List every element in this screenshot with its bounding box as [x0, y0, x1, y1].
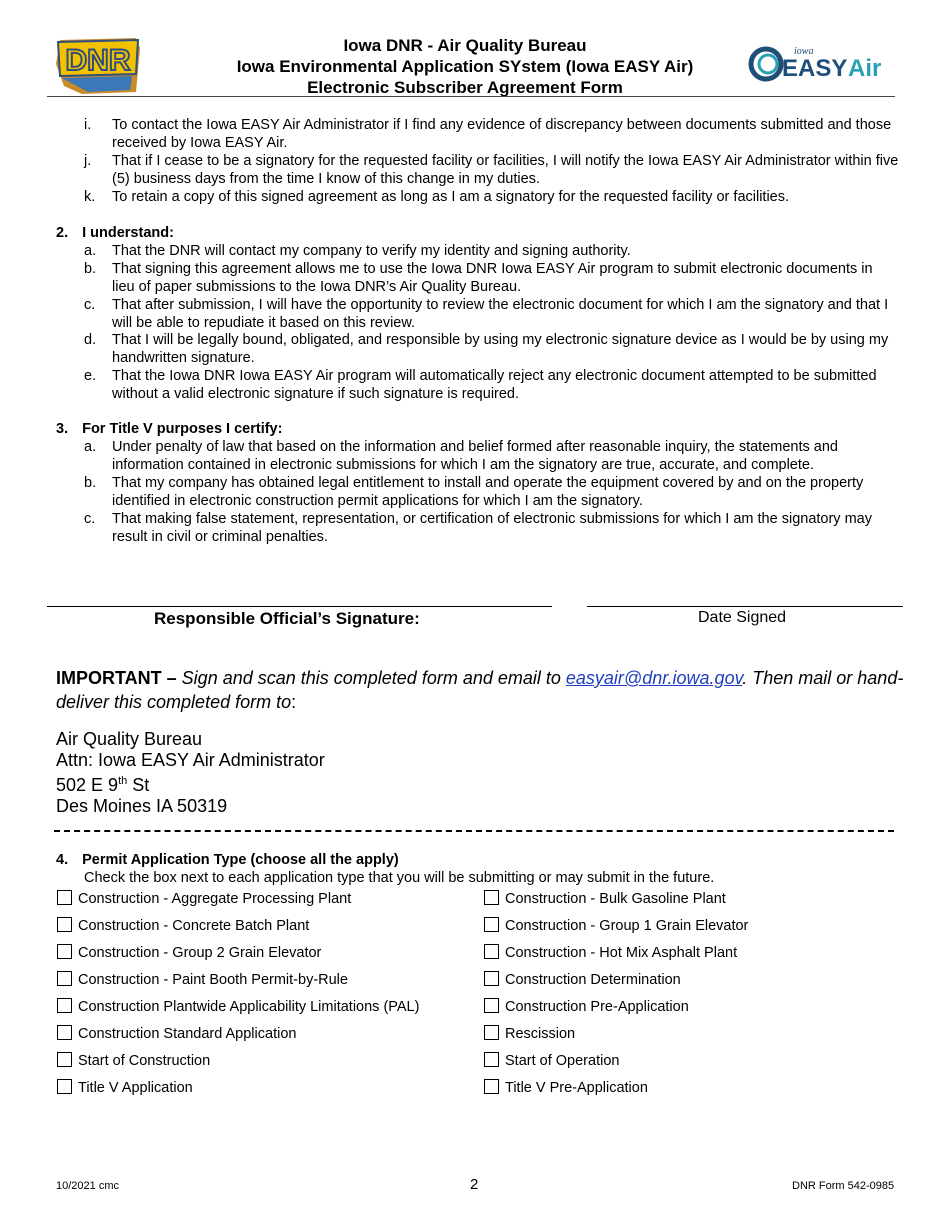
checkbox[interactable]: [484, 998, 499, 1013]
list-item: [84, 260, 899, 296]
title-line-1: Iowa DNR - Air Quality Bureau: [343, 36, 587, 55]
important-note: IMPORTANT – Sign and scan this completed form and email to easyair@dnr.iowa.gov. Then mail or hand-deliver this completed form to:: [56, 668, 904, 712]
item-marker: k.: [84, 189, 96, 205]
checkbox-option[interactable]: Construction - Hot Mix Asphalt Plant: [484, 944, 737, 962]
checkbox[interactable]: [484, 1052, 499, 1067]
cut-line-divider: [54, 830, 894, 832]
list-item: [84, 242, 899, 260]
page-title: [180, 35, 750, 98]
section-2-heading: 2. I understand:: [56, 225, 174, 241]
item-marker: d.: [84, 332, 97, 348]
title-line-3: Electronic Subscriber Agreement Form: [307, 78, 623, 97]
date-line[interactable]: [587, 606, 903, 607]
address-line-4: Des Moines IA 50319: [56, 796, 228, 816]
checkbox[interactable]: [57, 1079, 72, 1094]
title-line-2: Iowa Environmental Application SYstem (Iowa EASY Air): [236, 57, 694, 76]
item-text: That the Iowa DNR Iowa EASY Air program will automatically reject any electronic document attempted to be submitted without a valid electronic signature if such signature is required.: [112, 368, 877, 402]
item-text: To retain a copy of this signed agreement as long as I am a signatory for the requested facility or facilities.: [112, 189, 790, 205]
item-text: That the DNR will contact my company to verify my identity and signing authority.: [112, 243, 631, 259]
dnr-logo: [52, 34, 144, 96]
list-item: [84, 510, 899, 546]
item-marker: e.: [84, 368, 97, 384]
item-marker: c.: [84, 297, 96, 313]
checkbox-option[interactable]: Construction - Bulk Gasoline Plant: [484, 890, 726, 908]
item-text: That making false statement, representation, or certification of electronic submissions for which I am the signatory may result in civil or criminal penalties.: [112, 511, 872, 545]
item-text: That if I cease to be a signatory for the requested facility or facilities, I will notify the Iowa EASY Air Administrator within five (5) business days from the time I know of this change in my duties.: [112, 153, 899, 187]
page-number: 2: [470, 1176, 479, 1193]
checkbox[interactable]: [57, 998, 72, 1013]
list-item: [84, 474, 899, 510]
section-3-heading: 3. For Title V purposes I certify:: [56, 421, 283, 437]
checkbox-option[interactable]: Construction Determination: [484, 971, 681, 989]
item-marker: b.: [84, 261, 97, 277]
checkbox-option[interactable]: Construction Plantwide Applicability Limitations (PAL): [57, 998, 419, 1016]
item-marker: j.: [84, 153, 92, 169]
footer-form-number: DNR Form 542-0985: [792, 1180, 895, 1192]
checkbox-option[interactable]: Construction - Concrete Batch Plant: [57, 917, 309, 935]
list-item: [84, 438, 899, 474]
footer-revision: 10/2021 cmc: [56, 1180, 119, 1192]
easy-air-logo: [748, 44, 888, 84]
date-signed-label: Date Signed: [698, 609, 787, 626]
item-marker: a.: [84, 243, 97, 259]
list-item: [84, 296, 899, 332]
checkbox[interactable]: [484, 890, 499, 905]
checkbox-option[interactable]: Start of Construction: [57, 1052, 210, 1070]
checkbox-option[interactable]: Construction Standard Application: [57, 1025, 296, 1043]
list-item: [84, 188, 899, 206]
address-line-3: 502 E 9th St: [56, 775, 150, 795]
item-text: To contact the Iowa EASY Air Administrator if I find any evidence of discrepancy between documents submitted and those received by Iowa EASY Air.: [112, 117, 892, 151]
checkbox-option[interactable]: Construction - Aggregate Processing Plant: [57, 890, 351, 908]
signature-line[interactable]: [47, 606, 552, 607]
important-text: Sign and scan this completed form and email to: [176, 668, 566, 688]
list-item: [84, 152, 899, 188]
easy-logo-iowa: iowa: [794, 46, 814, 57]
item-text: That after submission, I will have the opportunity to review the electronic document for which I am the signatory and that I will be able to repudiate it based on this review.: [112, 297, 889, 331]
item-marker: i.: [84, 117, 92, 133]
mailing-address: [56, 729, 325, 817]
easy-logo-air: Air: [848, 55, 882, 82]
checkbox[interactable]: [484, 944, 499, 959]
checkbox[interactable]: [484, 917, 499, 932]
item-text: That I will be legally bound, obligated, and responsible by using my electronic signature device as I would be by using my handwritten signature.: [112, 332, 889, 366]
item-text: Under penalty of law that based on the information and belief formed after reasonable inquiry, the statements and information contained in electronic submissions for which I am the signatory are true, accurate, and complete.: [112, 439, 838, 473]
checkbox-option[interactable]: Title V Application: [57, 1079, 193, 1097]
checkbox[interactable]: [484, 971, 499, 986]
checkbox[interactable]: [57, 890, 72, 905]
dnr-logo-text: DNR: [65, 44, 131, 77]
address-line-2: Attn: Iowa EASY Air Administrator: [56, 750, 325, 770]
item-marker: c.: [84, 511, 96, 527]
item-marker: b.: [84, 475, 97, 491]
checkbox-option[interactable]: Construction - Paint Booth Permit-by-Rule: [57, 971, 348, 989]
checkbox[interactable]: [484, 1025, 499, 1040]
item-text: That signing this agreement allows me to use the Iowa DNR Iowa EASY Air program to submit electronic documents in lieu of paper submissions to the Iowa DNR’s Air Quality Bureau.: [112, 261, 873, 295]
section-4-instruction: Check the box next to each application type that you will be submitting or may submit in the future.: [84, 870, 715, 886]
checkbox-option[interactable]: Construction - Group 2 Grain Elevator: [57, 944, 321, 962]
checkbox-option[interactable]: Construction Pre-Application: [484, 998, 689, 1016]
checkbox[interactable]: [57, 971, 72, 986]
important-text-after: . Then mail or hand-deliver this completed form to: [56, 668, 904, 712]
checkbox[interactable]: [484, 1079, 499, 1094]
checkbox[interactable]: [57, 944, 72, 959]
checkbox-option[interactable]: Rescission: [484, 1025, 575, 1043]
checkbox-option[interactable]: Construction - Group 1 Grain Elevator: [484, 917, 748, 935]
item-text: That my company has obtained legal entitlement to install and operate the equipment covered by and on the property identified in electronic construction permit applications for which I am the signatory.: [112, 475, 864, 509]
section-4-heading: 4. Permit Application Type (choose all the apply): [56, 852, 399, 868]
checkbox[interactable]: [57, 1025, 72, 1040]
list-item: [84, 331, 899, 367]
easy-logo-easy: EASY: [782, 55, 848, 82]
checkbox-option[interactable]: Start of Operation: [484, 1052, 619, 1070]
header-divider: [47, 96, 895, 97]
checkbox-option[interactable]: Title V Pre-Application: [484, 1079, 648, 1097]
checkbox[interactable]: [57, 917, 72, 932]
important-lead: IMPORTANT –: [56, 668, 177, 688]
address-line-1: Air Quality Bureau: [56, 729, 203, 749]
signature-label: Responsible Official’s Signature:: [154, 609, 420, 628]
list-item: [84, 367, 899, 403]
email-link[interactable]: easyair@dnr.iowa.gov: [565, 668, 743, 688]
list-item: [84, 116, 899, 152]
item-marker: a.: [84, 439, 97, 455]
checkbox[interactable]: [57, 1052, 72, 1067]
